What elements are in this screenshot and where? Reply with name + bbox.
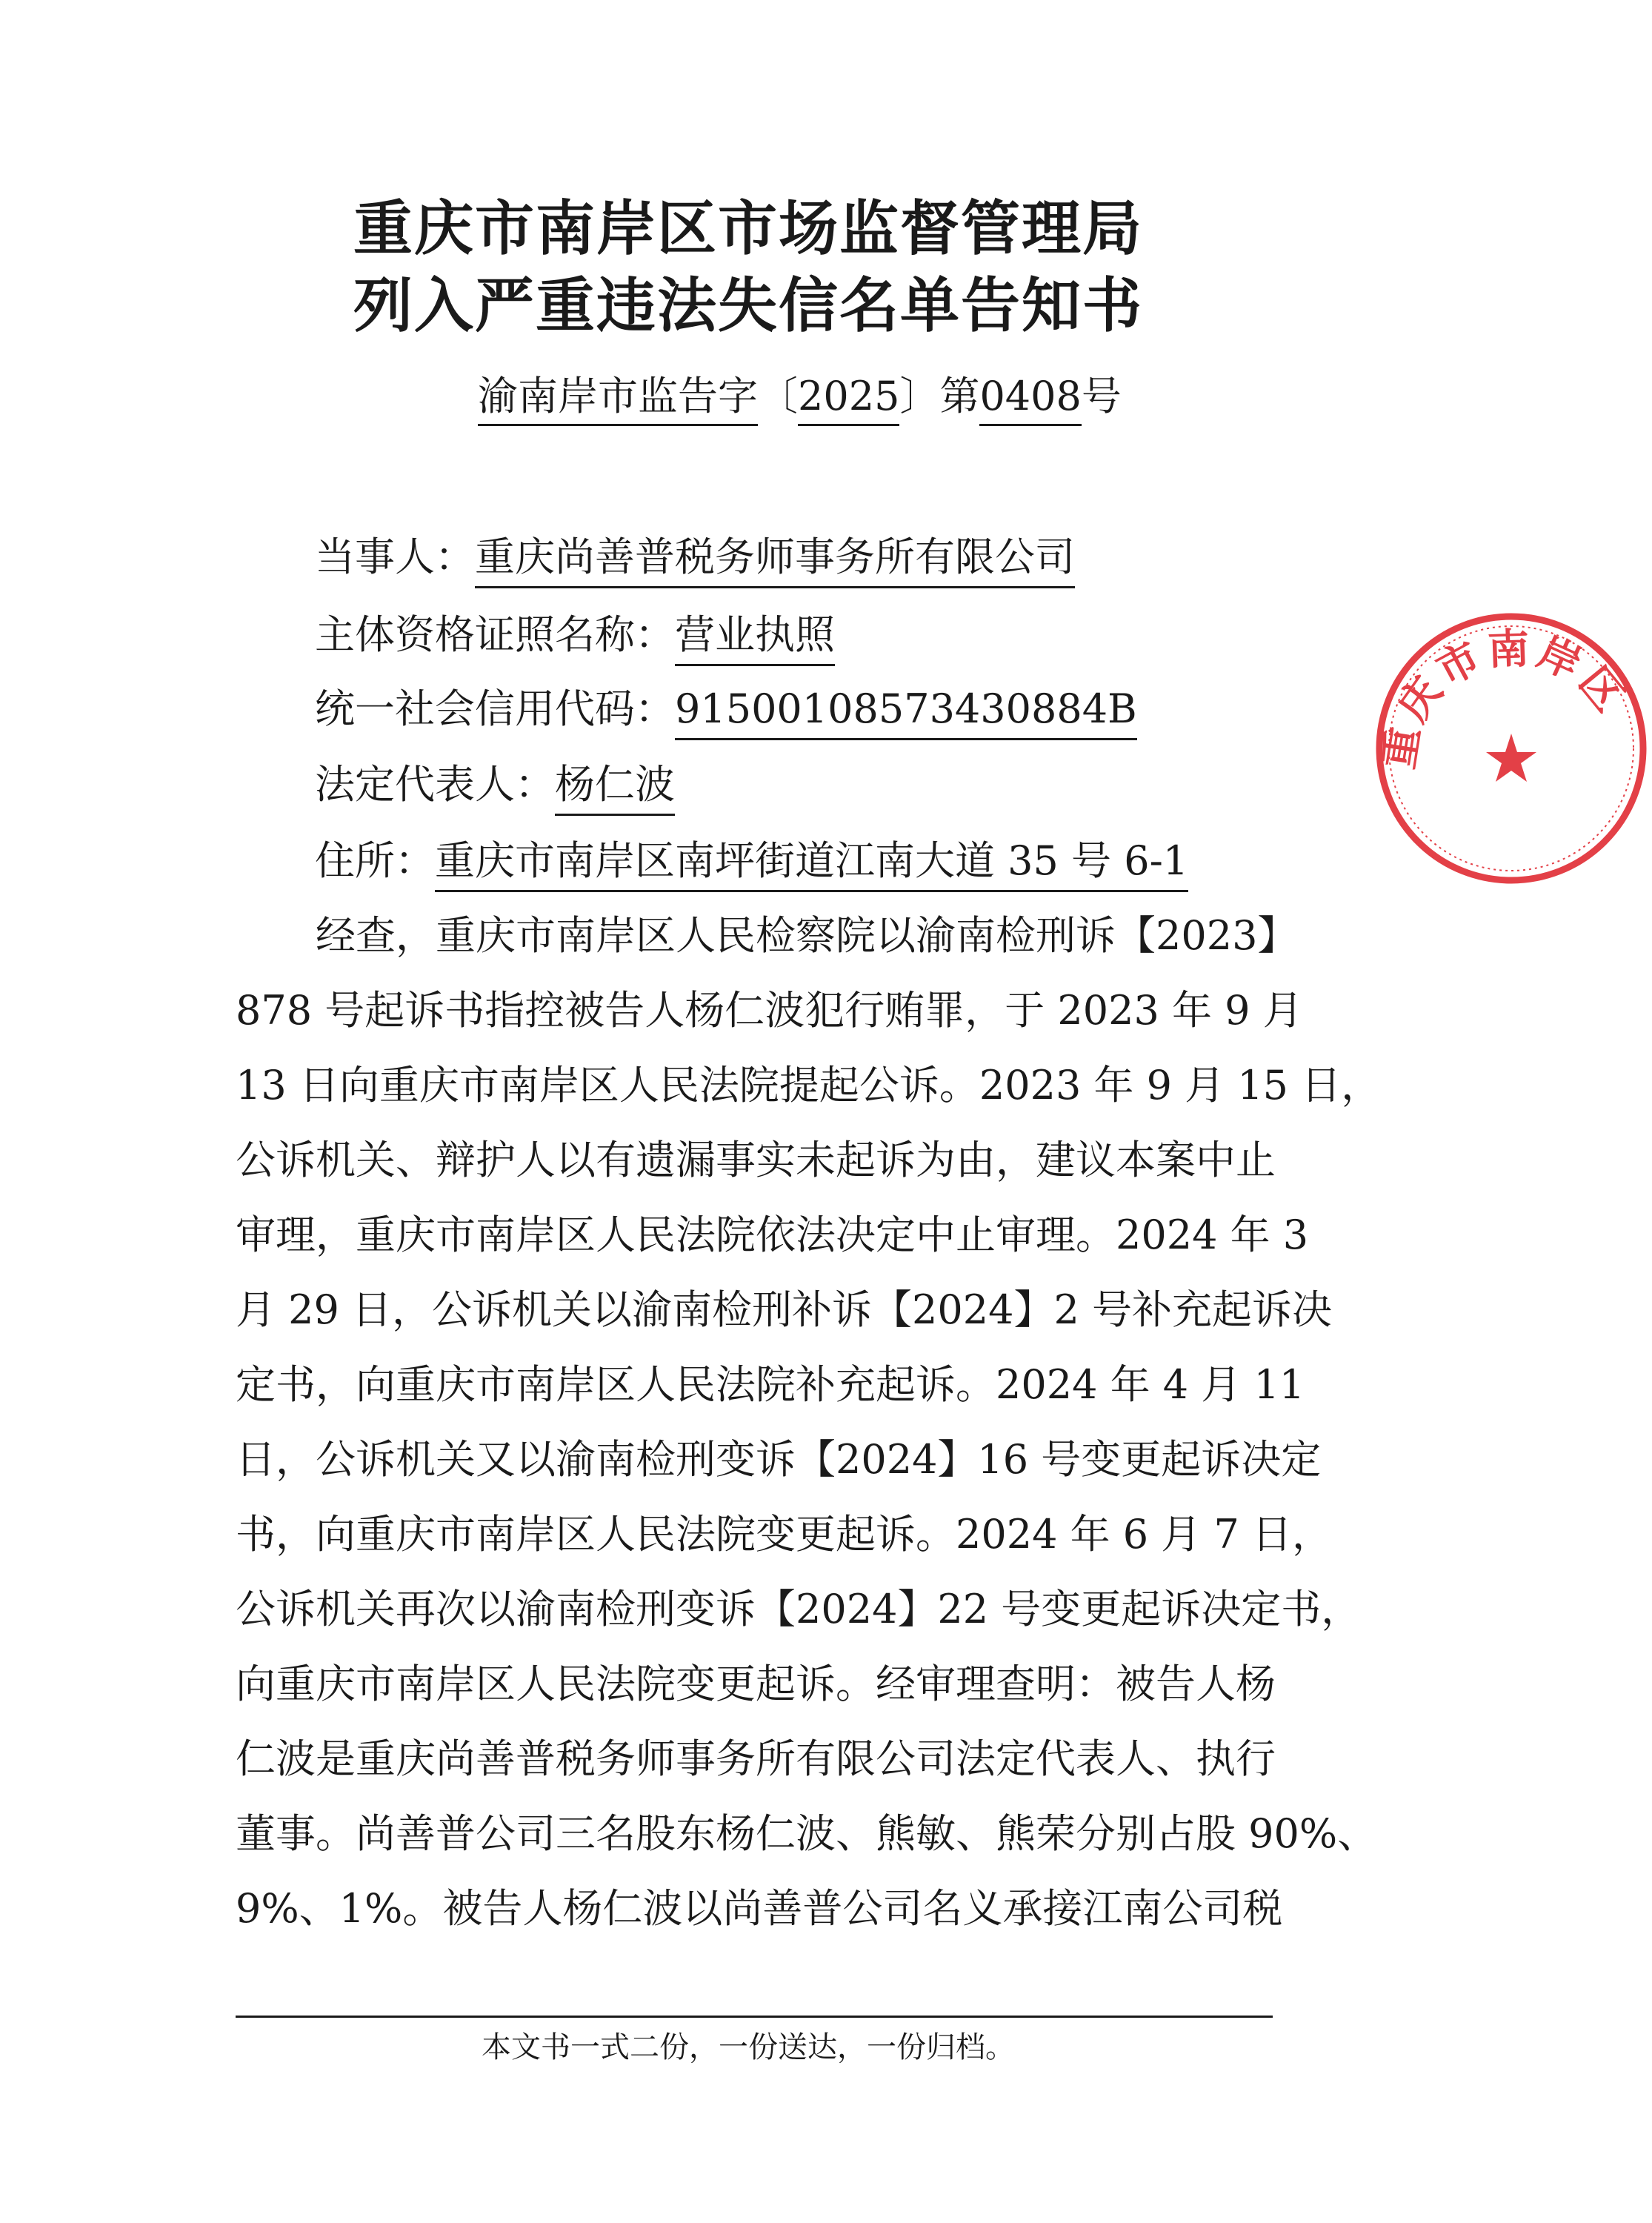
- body-line: 经查，重庆市南岸区人民检察院以渝南检刑诉【2023】: [316, 912, 1298, 959]
- field-license-name: [315, 611, 835, 658]
- field-address-value: 重庆市南岸区南坪街道江南大道 35 号 6-1: [435, 837, 1188, 892]
- doc-number-year: 2025: [798, 373, 899, 426]
- field-license-name-label: 主体资格证照名称：: [315, 611, 675, 658]
- doc-number-suffix: 号: [1081, 373, 1122, 419]
- body-line: 向重庆市南岸区人民法院变更起诉。经审理查明：被告人杨: [236, 1661, 1276, 1707]
- field-party: [315, 534, 1075, 580]
- field-credit-code-value: 91500108573430884B: [675, 685, 1137, 740]
- body-line: 月 29 日，公诉机关以渝南检刑补诉【2024】2 号补充起诉决: [236, 1286, 1332, 1333]
- body-line: 9%、1%。被告人杨仁波以尚善普公司名义承接江南公司税: [236, 1885, 1283, 1932]
- field-party-label: 当事人：: [315, 534, 475, 580]
- body-line: 公诉机关再次以渝南检刑变诉【2024】22 号变更起诉决定书，: [236, 1586, 1362, 1632]
- field-license-name-value: 营业执照: [675, 611, 835, 666]
- doc-number-bracket-open: 〔: [758, 373, 798, 419]
- field-legal-rep-label: 法定代表人：: [315, 761, 555, 808]
- document-title-line2: 列入严重违法失信名单告知书: [353, 270, 1143, 340]
- body-text: [236, 911, 1382, 1959]
- field-legal-rep-value: 杨仁波: [555, 761, 675, 816]
- field-party-value: 重庆尚善普税务师事务所有限公司: [475, 534, 1075, 588]
- doc-number-di: 第: [939, 373, 980, 419]
- body-line: 审理，重庆市南岸区人民法院依法决定中止审理。2024 年 3: [236, 1212, 1309, 1258]
- body-line: 书，向重庆市南岸区人民法院变更起诉。2024 年 6 月 7 日，: [236, 1511, 1332, 1558]
- body-line: 公诉机关、辩护人以有遗漏事实未起诉为由，建议本案中止: [236, 1137, 1276, 1183]
- doc-number-value: 0408: [979, 373, 1081, 426]
- svg-text:重庆市南岸区: 重庆市南岸区: [1375, 625, 1636, 772]
- doc-number-prefix: 渝南岸市监告字: [478, 373, 758, 426]
- footer-note: 本文书一式二份，一份送达，一份归档。: [482, 2030, 1015, 2064]
- field-legal-rep: [315, 761, 675, 808]
- body-line: 仁波是重庆尚善普税务师事务所有限公司法定代表人、执行: [236, 1735, 1276, 1782]
- body-line: 定书，向重庆市南岸区人民法院补充起诉。2024 年 4 月 11: [236, 1361, 1305, 1408]
- field-address: [315, 837, 1189, 884]
- official-seal-stamp: [1370, 608, 1652, 889]
- field-address-label: 住所：: [315, 837, 435, 884]
- footer-divider: [236, 2016, 1273, 2018]
- body-line: 878 号起诉书指控被告人杨仁波犯行贿罪，于 2023 年 9 月: [236, 987, 1303, 1034]
- document-number: [478, 373, 1122, 419]
- document-title-line1: 重庆市南岸区市场监督管理局: [353, 193, 1143, 263]
- doc-number-bracket-close: 〕: [899, 373, 940, 419]
- field-credit-code: [315, 685, 1137, 732]
- body-line: 董事。尚善普公司三名股东杨仁波、熊敏、熊荣分别占股 90%、: [236, 1810, 1378, 1857]
- body-line: 13 日向重庆市南岸区人民法院提起公诉。2023 年 9 月 15 日，: [236, 1062, 1382, 1109]
- body-line: 日，公诉机关又以渝南检刑变诉【2024】16 号变更起诉决定: [236, 1436, 1322, 1483]
- field-credit-code-label: 统一社会信用代码：: [315, 685, 675, 732]
